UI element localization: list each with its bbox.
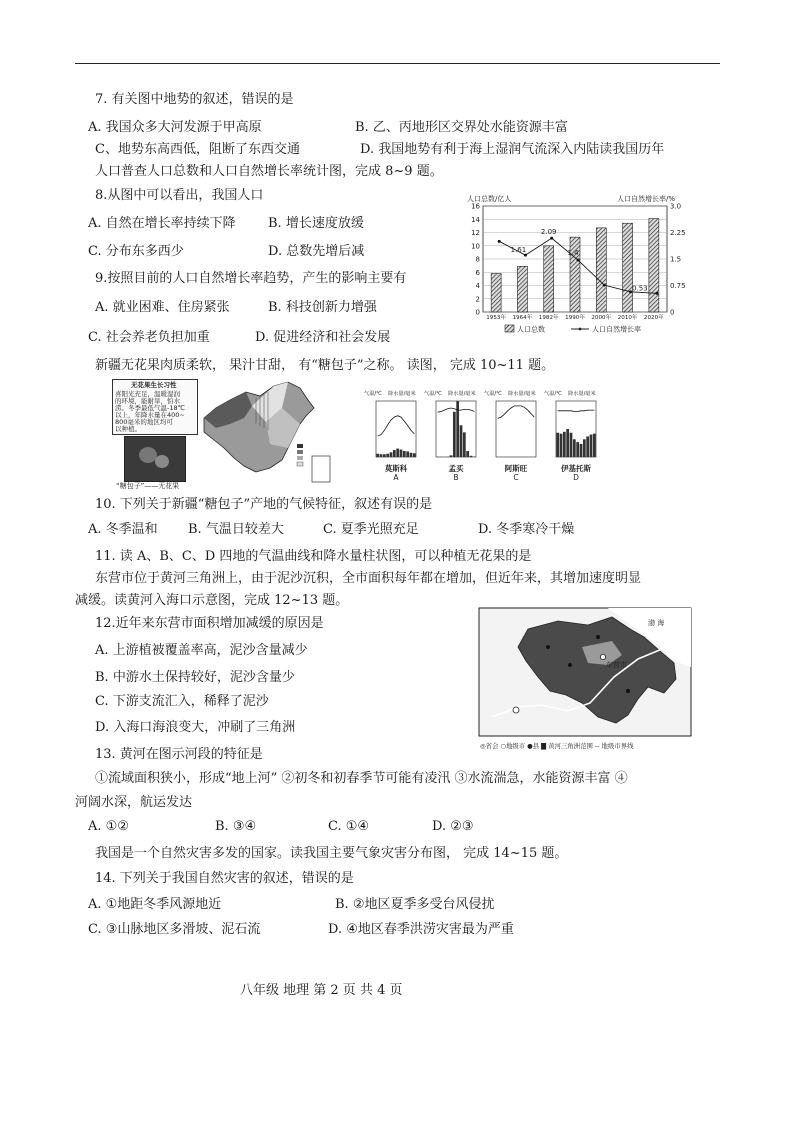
q14-option-a: A. ①地距冬季风源地近	[88, 897, 222, 912]
rainfall-bar	[576, 442, 579, 457]
q8-option-d: D. 总数先增后减	[268, 244, 365, 259]
rainfall-bar	[396, 449, 399, 457]
rainfall-bar	[466, 451, 469, 457]
rainfall-bar	[453, 412, 456, 457]
left-tick-label: 10	[471, 242, 480, 251]
intro-12-13-line1: 东营市位于黄河三角洲上，由于泥沙沉积，全市面积每年都在增加，但近年来，其增加速度明显	[95, 571, 642, 586]
left-tick-label: 0	[475, 308, 480, 317]
q9-option-c: C. 社会养老负担加重	[88, 330, 210, 345]
category-label: 1964年	[512, 315, 533, 321]
population-chart	[455, 192, 690, 337]
rainfall-bar	[580, 444, 583, 457]
page-footer: 八年级 地理 第 2 页 共 4 页	[240, 983, 403, 998]
rainfall-bar	[383, 454, 386, 457]
right-tick-label: 3.0	[670, 202, 682, 211]
legend-growth-rate: 人口自然增长率	[592, 325, 641, 334]
rainfall-bar	[470, 456, 473, 457]
rainfall-bar	[406, 451, 409, 457]
q8-option-b: B. 增长速度放缓	[268, 216, 364, 231]
rainfall-bar	[583, 439, 586, 457]
rainfall-bar	[400, 450, 403, 457]
chart-ylabel-left: 人口总数/亿人	[467, 195, 512, 203]
q12-option-a: A. 上游植被覆盖率高，泥沙含量减少	[95, 643, 308, 658]
category-label: 1982年	[538, 315, 559, 321]
climograph	[544, 389, 596, 481]
box-line: 涝。冬季最低气温-18℃	[115, 404, 185, 412]
rainfall-bar	[410, 453, 413, 457]
rainfall-bar	[556, 433, 559, 457]
q14-option-d: D. ④地区春季洪涝灾害最为严重	[328, 922, 514, 937]
q7-option-c: C、地势东高西低，阻断了东西交通	[95, 142, 300, 157]
q9-option-b: B. 科技创新力增强	[268, 300, 377, 315]
q8-option-a: A. 自然在增长率持续下降	[88, 216, 236, 231]
q7-option-b: B. 乙、丙地形区交界处水能资源丰富	[355, 120, 568, 135]
box-line: 的环境，能耐旱，怕水	[115, 397, 180, 405]
growth-data-label: 0.53	[632, 284, 648, 293]
climograph-letter: D	[573, 473, 579, 481]
population-bar	[623, 223, 633, 312]
rainfall-bar	[380, 454, 383, 457]
box-title: 无花果生长习性	[131, 381, 177, 389]
q9-option-d: D. 促进经济和社会发展	[255, 330, 391, 345]
climograph-letter: B	[453, 473, 459, 481]
growth-rate-point	[603, 284, 606, 287]
population-bar	[517, 266, 527, 312]
q14-stem: 14. 下列关于我国自然灾害的叙述，错误的是	[95, 871, 354, 886]
rainfall-bar	[586, 436, 589, 457]
intro-12-13-line2: 减缓。读黄河入海口示意图，完成 12~13 题。	[75, 593, 349, 608]
rainfall-bar	[403, 451, 406, 457]
category-label: 1990年	[565, 315, 585, 321]
yellow-river-delta-map	[478, 607, 692, 757]
q13-option-c: C. ①④	[328, 819, 370, 834]
box-line: 以种植。	[115, 425, 141, 433]
q13-option-a: A. ①②	[88, 819, 129, 834]
q7-stem: 7. 有关图中地势的叙述，错误的是	[95, 92, 294, 107]
rainfall-bar	[386, 454, 389, 457]
climograph-frame	[496, 401, 536, 457]
fig-growth-habit-box	[112, 379, 198, 435]
q13-option-b: B. ③④	[215, 819, 257, 834]
q10-option-a: A. 冬季温和	[88, 522, 158, 537]
q9-option-a: A. 就业困难、住房紧张	[95, 300, 230, 315]
q13-statements-line1: ①流域面积狭小，形成“地上河” ②初冬和初春季节可能有凌汛 ③水流湍急，水能资源丰富 ④	[95, 771, 628, 786]
intro-14-15: 我国是一个自然灾害多发的国家。读我国主要气象灾害分布图， 完成 14~15 题。	[95, 846, 568, 861]
rainfall-bar	[450, 455, 453, 457]
growth-data-label: 2.09	[540, 228, 557, 237]
climograph-axis-right: 降水量/毫米	[568, 391, 596, 397]
climograph-axis-left: 气温/℃	[364, 391, 382, 397]
q14-option-b: B. ②地区夏季多受台风侵扰	[335, 897, 495, 912]
rainfall-bar	[460, 425, 463, 457]
legend-bar-swatch	[505, 325, 514, 332]
map-legend: ◎省会 ○地级市 ●县 ▇ 黄河三角洲范围 -- 地级市界线	[480, 742, 634, 750]
q12-option-b: B. 中游水土保持较好，泥沙含量少	[95, 670, 295, 685]
left-tick-label: 14	[471, 215, 480, 224]
header-rule	[75, 63, 720, 64]
left-tick-label: 16	[471, 202, 480, 211]
left-tick-label: 2	[475, 295, 480, 304]
climograph-city: 阿斯旺	[504, 464, 528, 473]
climograph-axis-left: 气温/℃	[484, 391, 502, 397]
population-bar	[544, 246, 554, 312]
climograph-letter: C	[513, 473, 519, 481]
q12-stem: 12.近年来东营市面积增加减缓的原因是	[95, 616, 324, 631]
q7-option-d: D. 我国地势有利于海上湿润气流深入内陆读我国历年	[360, 142, 665, 157]
growth-rate-point	[577, 259, 580, 262]
box-line: 800毫米的地区均可	[115, 418, 173, 426]
rainfall-bar	[376, 454, 379, 457]
population-bar	[491, 274, 501, 312]
growth-data-label: 1.61	[510, 246, 527, 255]
q13-statements-line2: 河阔水深，航运发达	[75, 795, 193, 810]
rainfall-bar	[566, 429, 569, 457]
climograph-axis-left: 气温/℃	[544, 391, 562, 397]
rainfall-bar	[413, 453, 416, 457]
rainfall-bar	[573, 439, 576, 457]
category-label: 2010年	[617, 315, 638, 321]
climograph-city: 孟买	[448, 464, 464, 473]
box-line: 以上，年降水量在400~	[115, 411, 185, 419]
q9-stem: 9.按照目前的人口自然增长率趋势，产生的影响主要有	[95, 271, 407, 286]
intro-10-11: 新疆无花果肉质柔软， 果汁甘甜， 有“糖包子”之称。 读图， 完成 10~11 题。	[95, 358, 555, 373]
q12-option-d: D. 入海口海浪变大，冲刷了三角洲	[95, 720, 296, 735]
china-map	[196, 378, 336, 486]
rainfall-bar	[390, 452, 393, 457]
left-tick-label: 6	[475, 268, 480, 277]
rainfall-bar	[570, 433, 573, 457]
right-tick-label: 0.75	[670, 282, 686, 290]
climograph	[484, 389, 536, 481]
rainfall-bar	[593, 434, 596, 457]
population-bar	[649, 219, 659, 312]
left-tick-label: 8	[475, 255, 480, 264]
q8-stem: 8.从图中可以看出，我国人口	[95, 188, 264, 203]
q7-option-a: A. 我国众多大河发源于甲高原	[88, 120, 262, 135]
q10-option-c: C. 夏季光照充足	[323, 522, 419, 537]
category-label: 1953年	[486, 315, 507, 321]
climographs	[360, 387, 605, 481]
chart-ylabel-right: 人口自然增长率/%	[617, 195, 676, 203]
map-sea-label: 渤 海	[648, 619, 665, 627]
climograph-axis-right: 降水量/毫米	[388, 391, 416, 397]
climograph-city: 莫斯科	[384, 464, 408, 473]
right-tick-label: 1.5	[670, 255, 682, 264]
climograph-city: 伊基托斯	[561, 464, 591, 473]
legend-population: 人口总数	[517, 325, 545, 334]
climograph-axis-right: 降水量/毫米	[448, 391, 476, 397]
photo-caption: “糖包子”——无花果	[116, 482, 180, 490]
growth-rate-point	[655, 292, 658, 295]
left-tick-label: 12	[471, 229, 480, 237]
growth-rate-point	[550, 237, 553, 240]
climograph-letter: A	[393, 473, 399, 481]
box-line: 喜阳光充足，温暖湿润	[115, 390, 180, 398]
climograph-axis-left: 气温/℃	[424, 391, 442, 397]
rainfall-bar	[393, 450, 396, 457]
rainfall-bar	[463, 432, 466, 457]
q10-option-d: D. 冬季寒冷干燥	[478, 522, 575, 537]
q12-option-c: C. 下游支流汇入，稀释了泥沙	[95, 694, 269, 709]
rainfall-bar	[590, 435, 593, 457]
q14-option-c: C. ③山脉地区多滑坡、泥石流	[88, 922, 261, 937]
q13-option-d: D. ②③	[432, 819, 474, 834]
q11-stem: 11. 读 A、B、C、D 四地的气温曲线和降水量柱状图，可以种植无花果的是	[95, 549, 532, 564]
growth-data-label: 1.4	[567, 249, 579, 258]
map-city-label: 东营市	[606, 661, 627, 669]
right-tick-label: 0	[670, 308, 675, 317]
q13-stem: 13. 黄河在图示河段的特征是	[95, 747, 263, 762]
category-label: 2020年	[643, 315, 664, 321]
climograph	[364, 389, 416, 481]
rainfall-bar	[560, 434, 563, 457]
q10-option-b: B. 气温日较差大	[188, 522, 284, 537]
rainfall-bar	[563, 432, 566, 457]
category-label: 2000年	[591, 315, 612, 321]
climograph	[424, 389, 476, 481]
growth-rate-point	[498, 240, 501, 243]
right-tick-label: 2.25	[670, 229, 686, 237]
left-tick-label: 4	[475, 282, 480, 290]
climograph-axis-right: 降水量/毫米	[508, 391, 536, 397]
fig-photo	[124, 436, 186, 482]
intro-8-9: 人口普查人口总数和人口自然增长率统计图，完成 8~9 题。	[95, 164, 443, 179]
q8-option-c: C. 分布东多西少	[88, 244, 184, 259]
population-bar	[596, 228, 606, 312]
q10-stem: 10. 下列关于新疆“糖包子”产地的气候特征，叙述有误的是	[95, 497, 433, 512]
